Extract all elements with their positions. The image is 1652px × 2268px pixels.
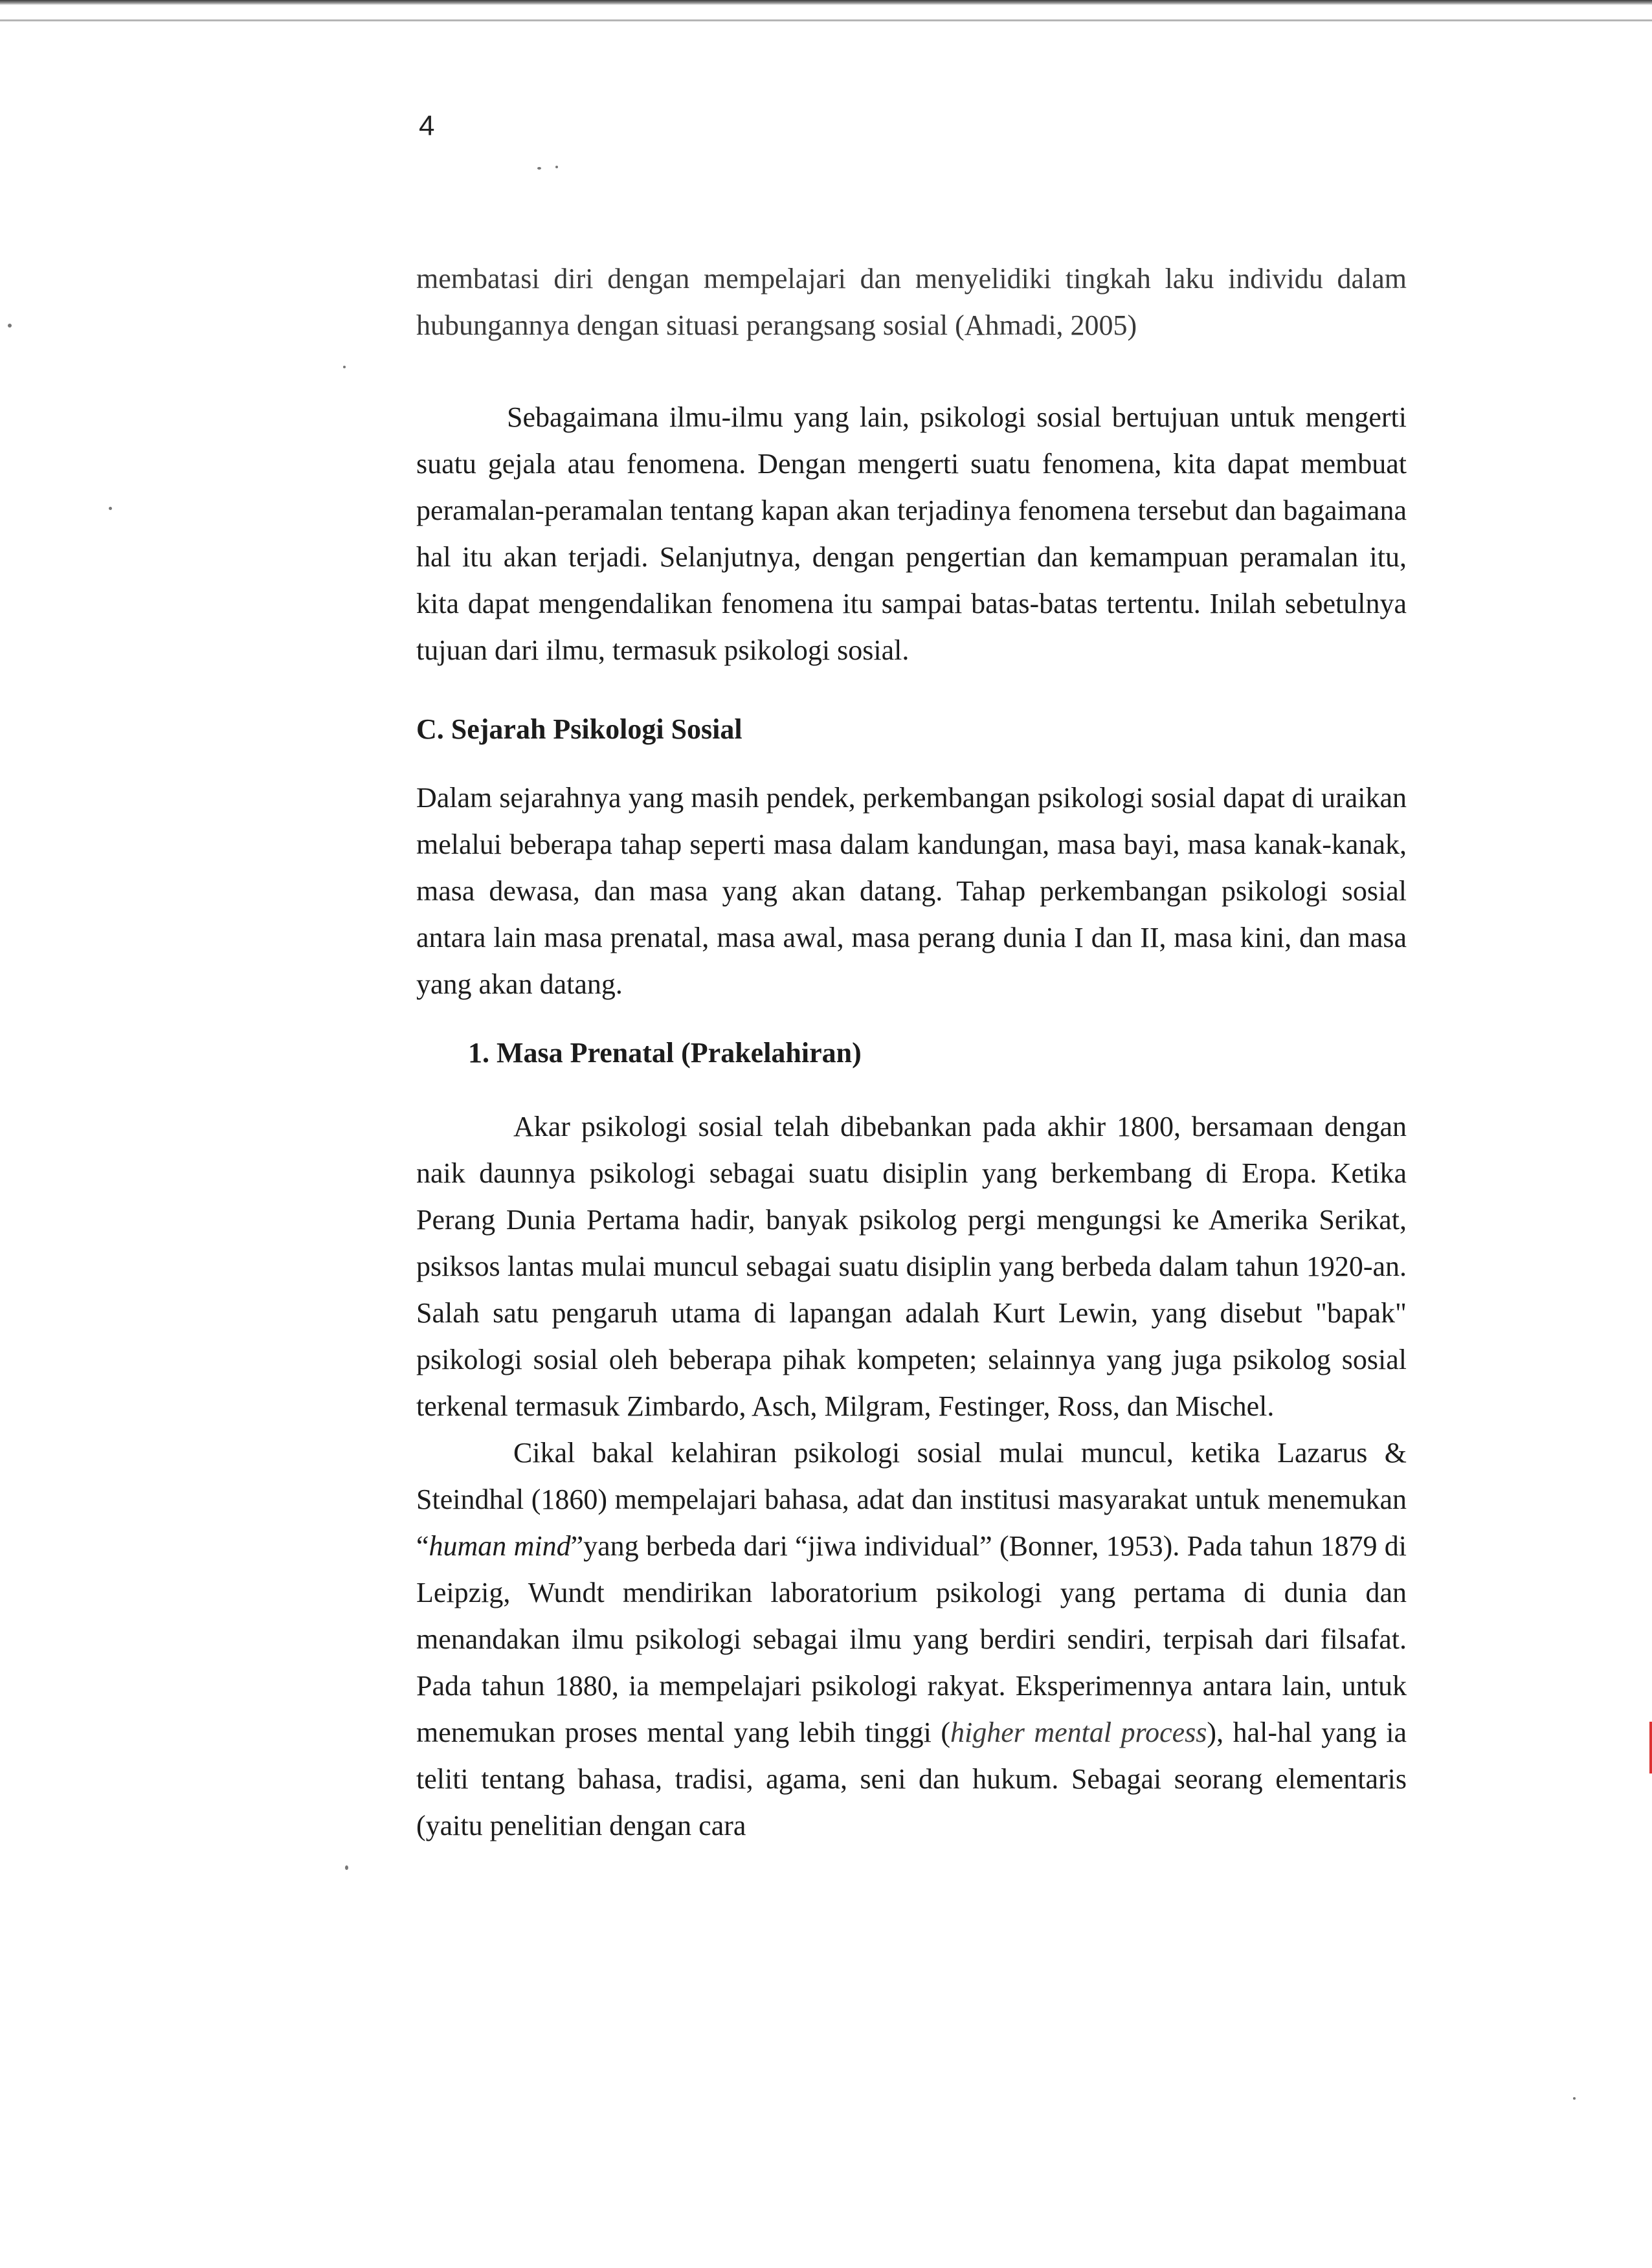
paragraph-history: Dalam sejarahnya yang masih pendek, perkembangan psikologi sosial dapat di uraikan melalui beberapa tahap seperti masa dalam kandungan, masa bayi, masa kanak-kanak, masa dewasa, dan masa yang akan datang. Tahap perkembangan psikologi sosial antara lain masa prenatal, masa awal, masa perang dunia I dan II, masa kini, dan masa yang akan datang. bbox=[416, 782, 1407, 1000]
scan-speck bbox=[555, 166, 558, 168]
section-heading-sejarah: C. Sejarah Psikologi Sosial bbox=[416, 713, 742, 745]
paragraph-text: Cikal bakal kelahiran psikologi sosial mulai muncul, ketika Lazarus & Steindhal (1860) mempelajari bahasa, adat dan institusi masyarakat untuk menemukan “ bbox=[416, 1437, 1407, 1562]
subsection-heading-prenatal: 1. Masa Prenatal (Prakelahiran) bbox=[468, 1037, 862, 1069]
scan-speck bbox=[343, 366, 346, 368]
document-body bbox=[416, 256, 1407, 1849]
paragraph-intro-continued: membatasi diri dengan mempelajari dan menyelidiki tingkah laku individu dalam hubungannya dengan situasi perangsang sosial (Ahmadi, 2005) bbox=[416, 263, 1407, 341]
paragraph-text: ”yang berbeda dari “jiwa individual” (Bonner, 1953). Pada tahun 1879 di Leipzig, Wundt mendirikan laboratorium psikologi yang pertama di dunia dan menandakan ilmu psikologi sebagai ilmu yang berdiri sendiri, terpisah dari filsafat. Pada tahun 1880, ia mempelajari psikologi rakyat. Eksperimennya antara lain, untuk menemukan proses mental yang lebih tinggi ( bbox=[416, 1530, 1407, 1748]
scan-speck bbox=[537, 167, 541, 170]
italic-term: higher mental process bbox=[950, 1717, 1207, 1748]
scan-margin-mark bbox=[1649, 1722, 1652, 1773]
paragraph-text: ), hal-hal yang ia teliti tentang bahasa, tradisi, agama, seni dan hukum. Sebagai seorang elementaris (yaitu penelitian dengan cara bbox=[416, 1717, 1407, 1841]
paragraph-prenatal-origins bbox=[416, 1430, 1407, 1849]
scan-speck bbox=[345, 1865, 348, 1870]
scan-top-edge bbox=[0, 0, 1652, 5]
page-number: 4 bbox=[419, 110, 435, 142]
italic-term: human mind bbox=[429, 1530, 571, 1562]
scan-speck bbox=[1573, 2097, 1576, 2100]
paragraph-prenatal-roots: Akar psikologi sosial telah dibebankan pada akhir 1800, bersamaan dengan naik daunnya psikologi sebagai suatu disiplin yang berkembang di Eropa. Ketika Perang Dunia Pertama hadir, banyak psikolog pergi mengungsi ke Amerika Serikat, psiksos lantas mulai muncul sebagai suatu disiplin yang berbeda dalam tahun 1920-an. Salah satu pengaruh utama di lapangan adalah Kurt Lewin, yang disebut "bapak" psikologi sosial oleh beberapa pihak kompeten; selainnya yang juga psikolog sosial terkenal termasuk Zimbardo, Asch, Milgram, Festinger, Ross, dan Mischel. bbox=[416, 1111, 1407, 1422]
scan-speck bbox=[8, 324, 12, 328]
scan-speck bbox=[109, 507, 112, 510]
paragraph-purpose: Sebagaimana ilmu-ilmu yang lain, psikologi sosial bertujuan untuk mengerti suatu gejala atau fenomena. Dengan mengerti suatu fenomena, kita dapat membuat peramalan-peramalan tentang kapan akan terjadinya fenomena tersebut dan bagaimana hal itu akan terjadi. Selanjutnya, dengan pengertian dan kemampuan peramalan itu, kita dapat mengendalikan fenomena itu sampai batas-batas tertentu. Inilah sebetulnya tujuan dari ilmu, termasuk psikologi sosial. bbox=[416, 401, 1407, 666]
scan-border-line bbox=[0, 19, 1652, 21]
